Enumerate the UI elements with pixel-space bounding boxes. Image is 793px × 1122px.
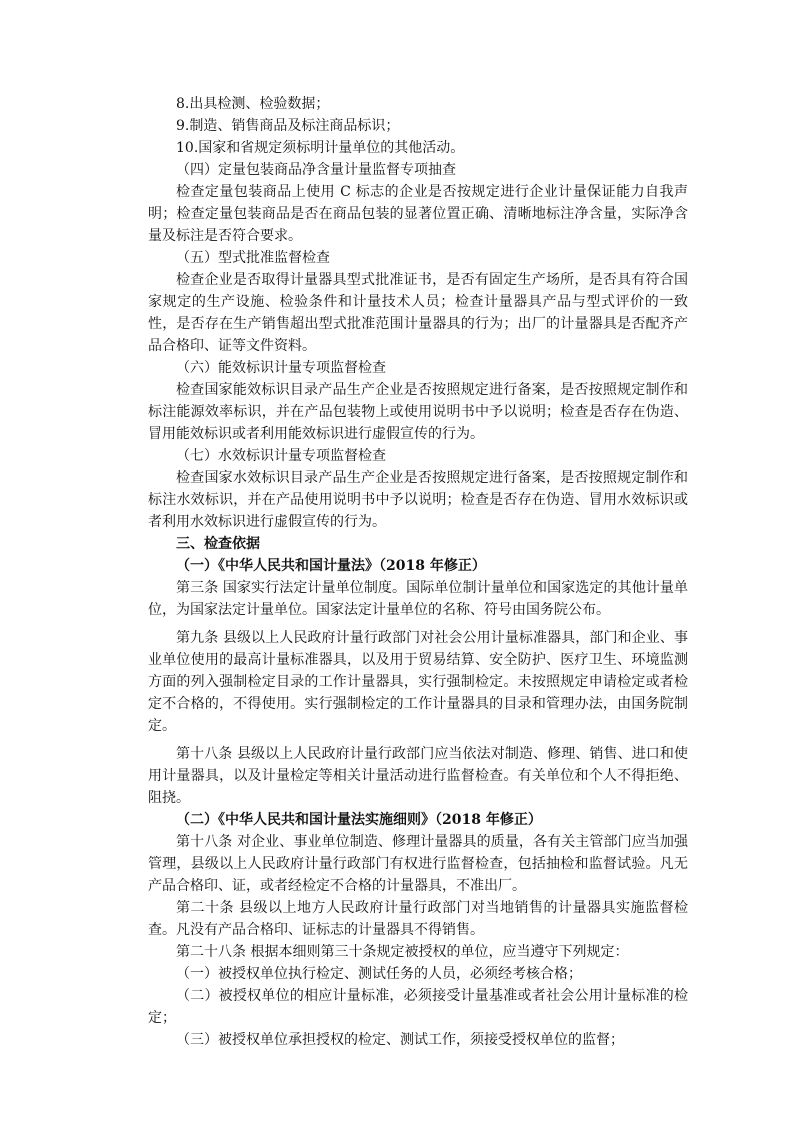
article-paragraph: 第三条 国家实行法定计量单位制度。国际单位制计量单位和国家选定的其他计量单位，为国家法定计量单位。国家法定计量单位的名称、符号由国务院公布。 bbox=[148, 580, 688, 618]
chapter-heading: 三、检查依据 bbox=[176, 536, 260, 552]
section-heading: （五）型式批准监督检查 bbox=[176, 250, 330, 266]
article-paragraph: 第十八条 县级以上人民政府计量行政部门应当依法对制造、修理、销售、进口和使用计量器具，以及计量检定等相关计量活动进行监督检查。有关单位和个人不得拒绝、阻挠。 bbox=[148, 746, 688, 806]
article-paragraph: 第十八条 对企业、事业单位制造、修理计量器具的质量，各有关主管部门应当加强管理，县级以上人民政府计量行政部门有权进行监督检查，包括抽检和监督试验。凡无产品合格印、证，或者经检定不合格的计量器具，不准出厂。 bbox=[148, 834, 688, 894]
paragraph: 检查国家能效标识目录产品生产企业是否按照规定进行备案，是否按照规定制作和标注能源效率标识，并在产品包装物上或使用说明书中予以说明；检查是否存在伪造、冒用能效标识或者利用能效标识进行虚假宣传的行为。 bbox=[148, 382, 688, 442]
paragraph: 检查定量包装商品上使用 C 标志的企业是否按规定进行企业计量保证能力自我声明；检查定量包装商品是否在商品包装的显著位置正确、清晰地标注净含量，实际净含量及标注是否符合要求。 bbox=[148, 184, 688, 244]
list-item: （一）被授权单位执行检定、测试任务的人员，必须经考核合格； bbox=[176, 966, 582, 982]
article-paragraph: 第九条 县级以上人民政府计量行政部门对社会公用计量标准器具，部门和企业、事业单位使用的最高计量标准器具，以及用于贸易结算、安全防护、医疗卫生、环境监测方面的列入强制检定目录的工作计量器具，实行强制检定。未按照规定申请检定或者检定不合格的，不得使用。实行强制检定的工作计量器具的目录和管理办法，由国务院制定。 bbox=[148, 630, 688, 734]
paragraph: 检查企业是否取得计量器具型式批准证书，是否有固定生产场所，是否具有符合国家规定的生产设施、检验条件和计量技术人员；检查计量器具产品与型式评价的一致性，是否存在生产销售超出型式批准范围计量器具的行为；出厂的计量器具是否配齐产品合格印、证等文件资料。 bbox=[148, 272, 688, 354]
list-item: 8.出具检测、检验数据； bbox=[176, 96, 330, 112]
section-heading: （六）能效标识计量专项监督检查 bbox=[176, 360, 386, 376]
law-title-heading: （一）《中华人民共和国计量法》（2018 年修正） bbox=[176, 558, 486, 574]
list-item: 10.国家和省规定须标明计量单位的其他活动。 bbox=[176, 140, 465, 156]
list-item: （三）被授权单位承担授权的检定、测试工作，须接受授权单位的监督； bbox=[176, 1032, 624, 1048]
article-paragraph: 第二十八条 根据本细则第三十条规定被授权的单位，应当遵守下列规定： bbox=[176, 944, 629, 960]
document-body bbox=[148, 93, 688, 1051]
article-paragraph: 第二十条 县级以上地方人民政府计量行政部门对当地销售的计量器具实施监督检查。凡没有产品合格印、证标志的计量器具不得销售。 bbox=[148, 900, 688, 938]
list-item: （二）被授权单位的相应计量标准，必须接受计量基准或者社会公用计量标准的检定； bbox=[148, 988, 688, 1026]
section-heading: （七）水效标识计量专项监督检查 bbox=[176, 448, 386, 464]
section-heading: （四）定量包装商品净含量计量监督专项抽查 bbox=[176, 162, 456, 178]
list-item: 9.制造、销售商品及标注商品标识； bbox=[176, 118, 400, 134]
paragraph: 检查国家水效标识目录产品生产企业是否按照规定进行备案，是否按照规定制作和标注水效标识，并在产品使用说明书中予以说明；检查是否存在伪造、冒用水效标识或者利用水效标识进行虚假宣传的行为。 bbox=[148, 470, 688, 530]
law-title-heading: （二）《中华人民共和国计量法实施细则》（2018 年修正） bbox=[176, 812, 542, 828]
